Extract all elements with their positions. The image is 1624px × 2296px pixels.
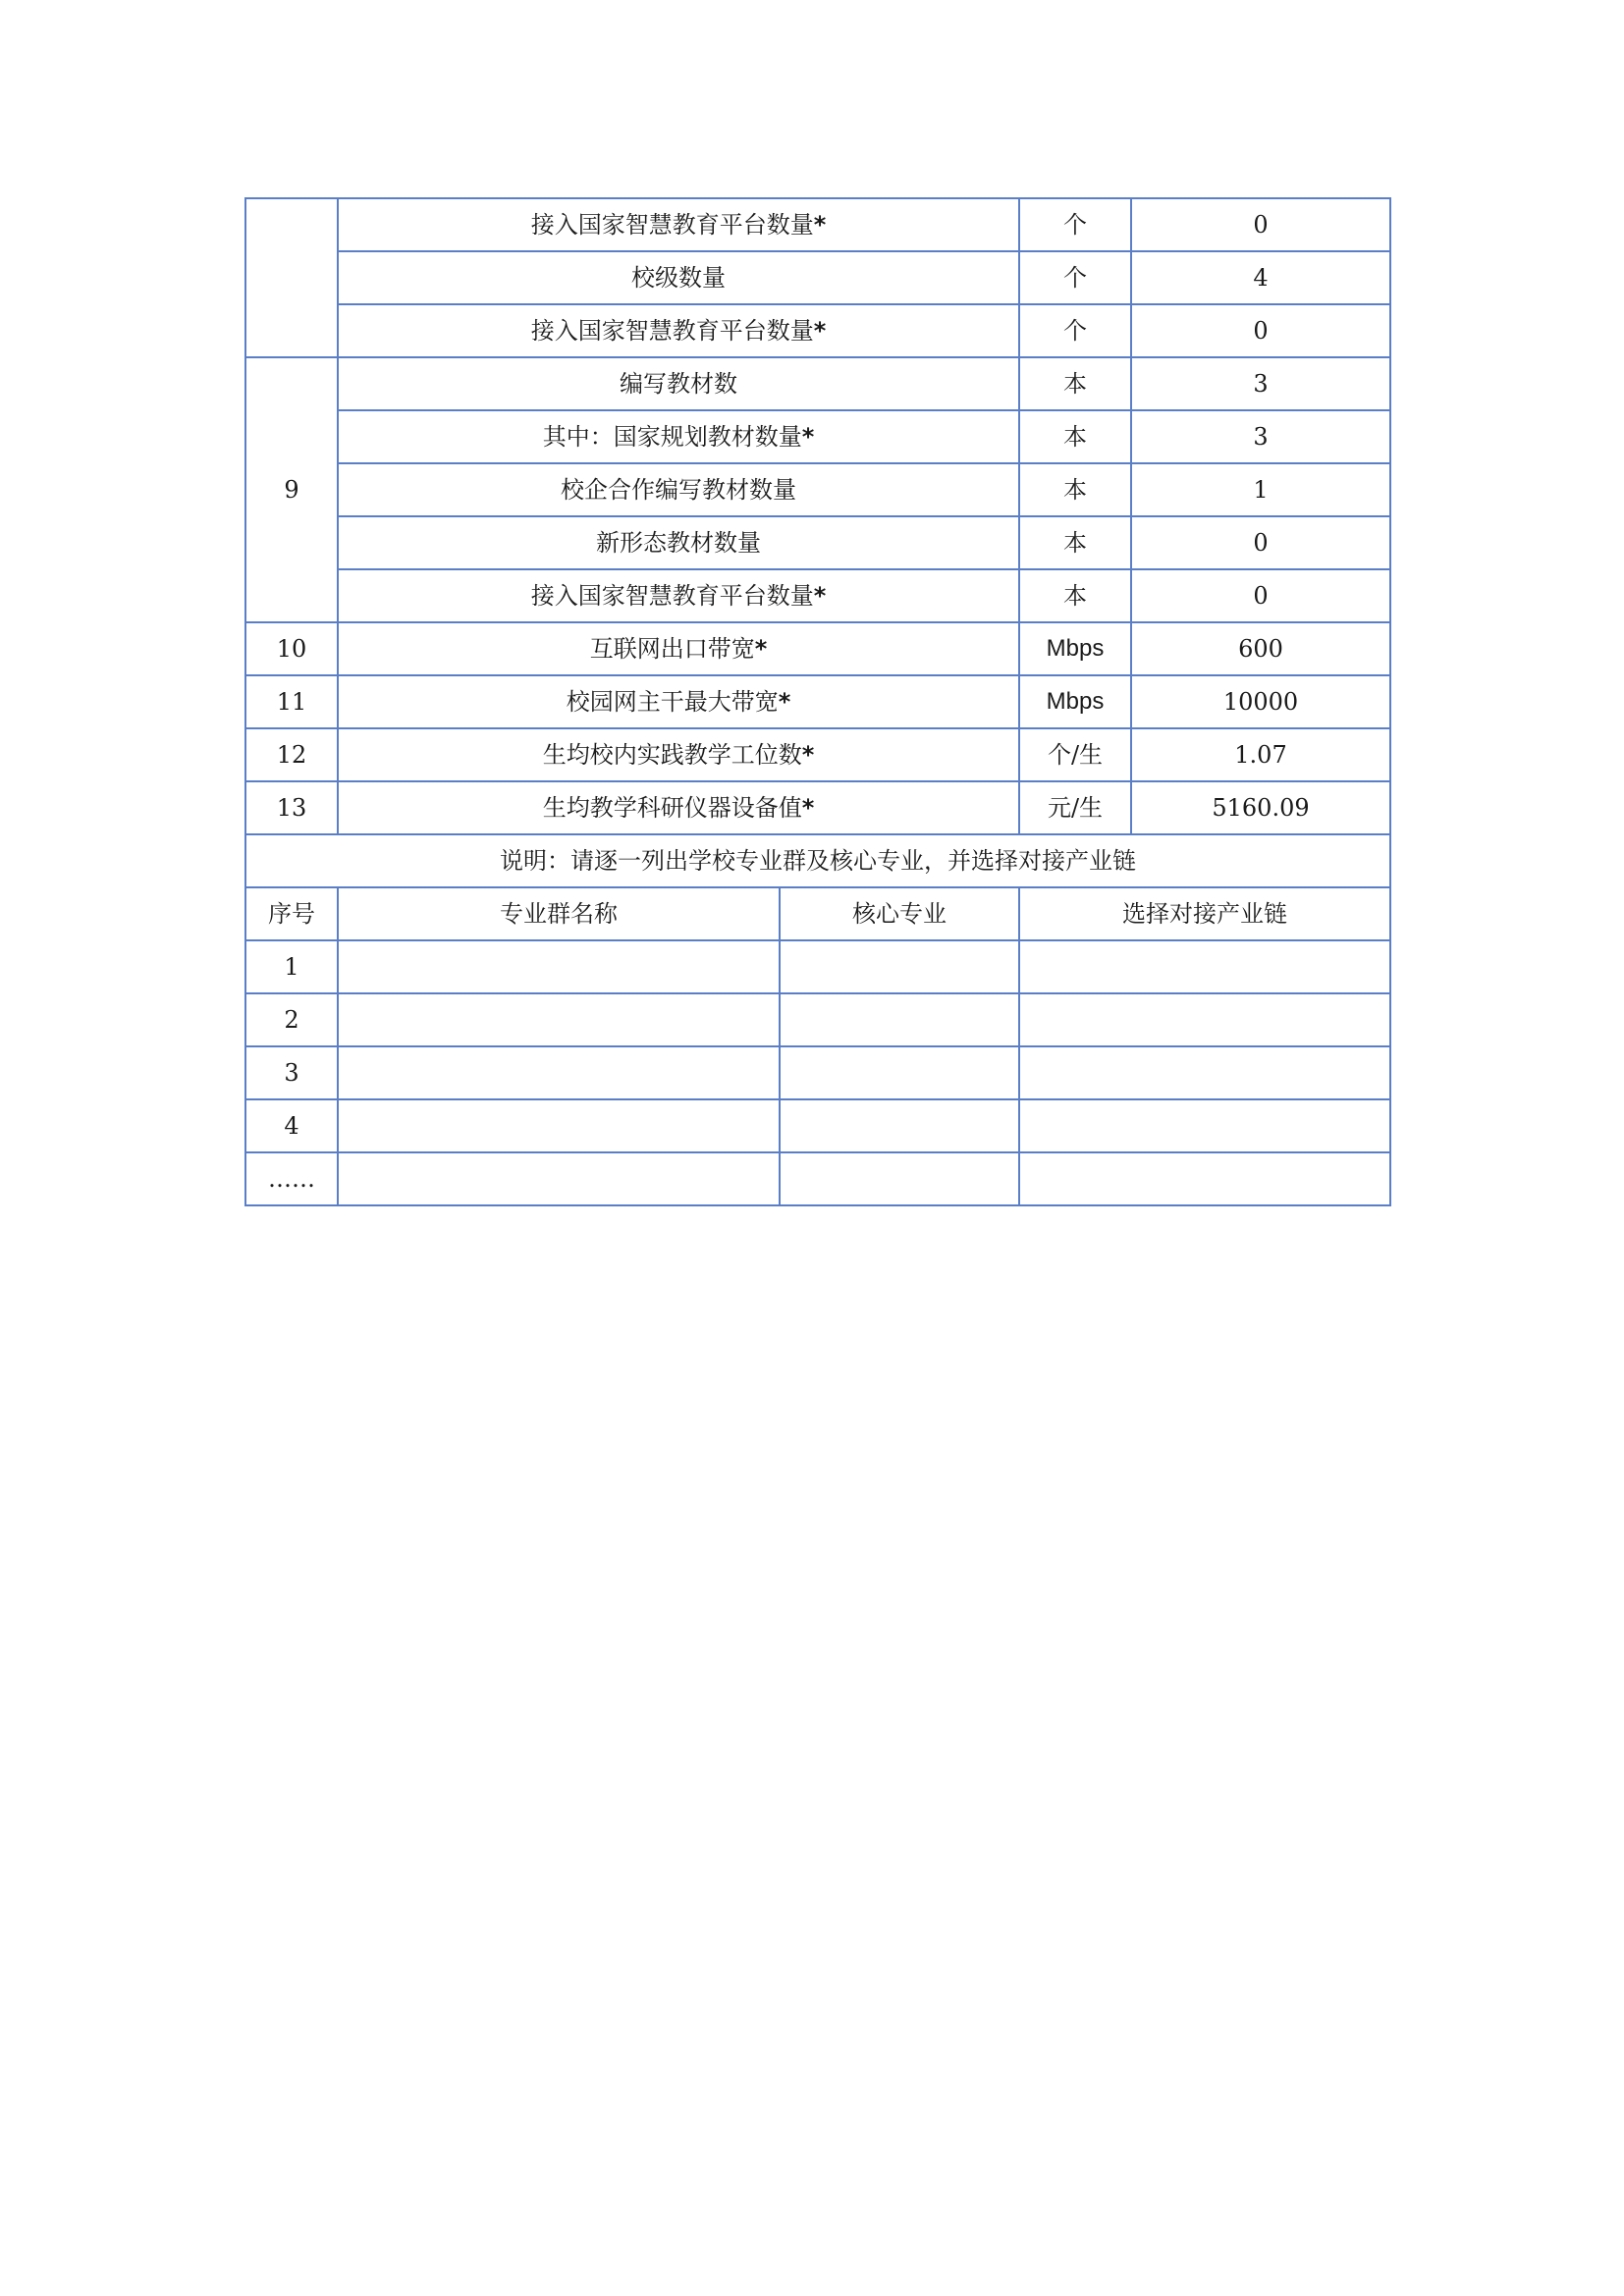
indicator-name-cell <box>338 198 1019 251</box>
row-number-cell: 11 <box>245 675 338 728</box>
cluster-row <box>245 1152 1390 1205</box>
value-cell: 1 <box>1131 463 1390 516</box>
cluster-header-row <box>245 887 1390 940</box>
cluster-name-cell[interactable] <box>338 1046 780 1099</box>
row-number-cell: 9 <box>245 357 338 622</box>
indicator-name-cell <box>338 622 1019 675</box>
required-mark: * <box>813 317 827 345</box>
cluster-number: 3 <box>245 1046 338 1099</box>
indicator-name-cell <box>338 728 1019 781</box>
indicator-name: 接入国家智慧教育平台数量 <box>530 582 814 610</box>
cluster-number: 2 <box>245 993 338 1046</box>
indicator-name-cell <box>338 251 1019 304</box>
value-cell: 5160.09 <box>1131 781 1390 834</box>
value-cell: 0 <box>1131 569 1390 622</box>
indicator-name-cell <box>338 781 1019 834</box>
core-major-cell[interactable] <box>780 1152 1019 1205</box>
indicator-name: 新形态教材数量 <box>596 529 761 557</box>
cluster-number: …… <box>245 1152 338 1205</box>
indicator-name: 接入国家智慧教育平台数量 <box>530 317 814 345</box>
indicator-name-cell <box>338 463 1019 516</box>
indicator-name: 互联网出口带宽 <box>589 635 755 663</box>
indicator-name-cell <box>338 675 1019 728</box>
value-cell: 0 <box>1131 516 1390 569</box>
indicator-name-cell <box>338 410 1019 463</box>
required-mark: * <box>813 582 827 610</box>
indicator-row <box>245 251 1390 304</box>
value-cell: 3 <box>1131 410 1390 463</box>
cluster-row <box>245 1099 1390 1152</box>
indicator-name: 校园网主干最大带宽 <box>566 688 779 716</box>
unit-cell: 本 <box>1019 410 1131 463</box>
unit-cell: Mbps <box>1019 622 1131 675</box>
industry-chain-cell[interactable] <box>1019 1099 1390 1152</box>
core-major-cell[interactable] <box>780 1099 1019 1152</box>
value-cell: 0 <box>1131 198 1390 251</box>
row-number-cell: 12 <box>245 728 338 781</box>
value-cell: 10000 <box>1131 675 1390 728</box>
unit-cell: 元/生 <box>1019 781 1131 834</box>
value-cell: 3 <box>1131 357 1390 410</box>
header-core-major: 核心专业 <box>780 887 1019 940</box>
row-number-cell <box>245 198 338 357</box>
indicator-name: 生均教学科研仪器设备值 <box>542 794 802 822</box>
indicator-name: 校企合作编写教材数量 <box>561 476 796 504</box>
cluster-row <box>245 993 1390 1046</box>
required-mark: * <box>813 211 827 239</box>
indicator-name: 接入国家智慧教育平台数量 <box>530 211 814 239</box>
indicator-row <box>245 569 1390 622</box>
indicator-row <box>245 357 1390 410</box>
indicator-row <box>245 781 1390 834</box>
industry-chain-cell[interactable] <box>1019 993 1390 1046</box>
unit-cell: Mbps <box>1019 675 1131 728</box>
unit-cell: 个 <box>1019 198 1131 251</box>
indicator-row <box>245 622 1390 675</box>
indicator-name: 校级数量 <box>631 264 726 292</box>
indicator-name: 编写教材数 <box>620 370 737 398</box>
cluster-number: 4 <box>245 1099 338 1152</box>
note-text: 说明：请逐一列出学校专业群及核心专业，并选择对接产业链 <box>245 834 1390 887</box>
value-cell: 0 <box>1131 304 1390 357</box>
industry-chain-cell[interactable] <box>1019 1046 1390 1099</box>
core-major-cell[interactable] <box>780 940 1019 993</box>
unit-cell: 个 <box>1019 304 1131 357</box>
indicator-row <box>245 516 1390 569</box>
row-number-cell: 13 <box>245 781 338 834</box>
cluster-name-cell[interactable] <box>338 1152 780 1205</box>
cluster-name-cell[interactable] <box>338 940 780 993</box>
header-cluster-name: 专业群名称 <box>338 887 780 940</box>
required-mark: * <box>801 423 815 451</box>
cluster-name-cell[interactable] <box>338 993 780 1046</box>
indicator-row <box>245 675 1390 728</box>
indicator-row <box>245 198 1390 251</box>
header-industry-chain: 选择对接产业链 <box>1019 887 1390 940</box>
unit-cell: 本 <box>1019 357 1131 410</box>
indicator-row <box>245 304 1390 357</box>
unit-cell: 本 <box>1019 516 1131 569</box>
indicator-row <box>245 728 1390 781</box>
indicator-name: 其中：国家规划教材数量 <box>542 423 802 451</box>
required-mark: * <box>778 688 791 716</box>
industry-chain-cell[interactable] <box>1019 1152 1390 1205</box>
required-mark: * <box>801 741 815 769</box>
unit-cell: 本 <box>1019 569 1131 622</box>
unit-cell: 个 <box>1019 251 1131 304</box>
core-major-cell[interactable] <box>780 1046 1019 1099</box>
value-cell: 1.07 <box>1131 728 1390 781</box>
indicator-name-cell <box>338 357 1019 410</box>
row-number-cell: 10 <box>245 622 338 675</box>
note-row <box>245 834 1390 887</box>
cluster-row <box>245 1046 1390 1099</box>
required-mark: * <box>801 794 815 822</box>
indicator-name-cell <box>338 516 1019 569</box>
indicator-name: 生均校内实践教学工位数 <box>542 741 802 769</box>
indicator-name-cell <box>338 569 1019 622</box>
required-mark: * <box>754 635 768 663</box>
unit-cell: 个/生 <box>1019 728 1131 781</box>
cluster-name-cell[interactable] <box>338 1099 780 1152</box>
indicator-name-cell <box>338 304 1019 357</box>
core-major-cell[interactable] <box>780 993 1019 1046</box>
unit-cell: 本 <box>1019 463 1131 516</box>
value-cell: 600 <box>1131 622 1390 675</box>
cluster-number: 1 <box>245 940 338 993</box>
header-number: 序号 <box>245 887 338 940</box>
indicator-row <box>245 410 1390 463</box>
cluster-row <box>245 940 1390 993</box>
industry-chain-cell[interactable] <box>1019 940 1390 993</box>
value-cell: 4 <box>1131 251 1390 304</box>
indicator-table <box>244 197 1391 1206</box>
indicator-row <box>245 463 1390 516</box>
